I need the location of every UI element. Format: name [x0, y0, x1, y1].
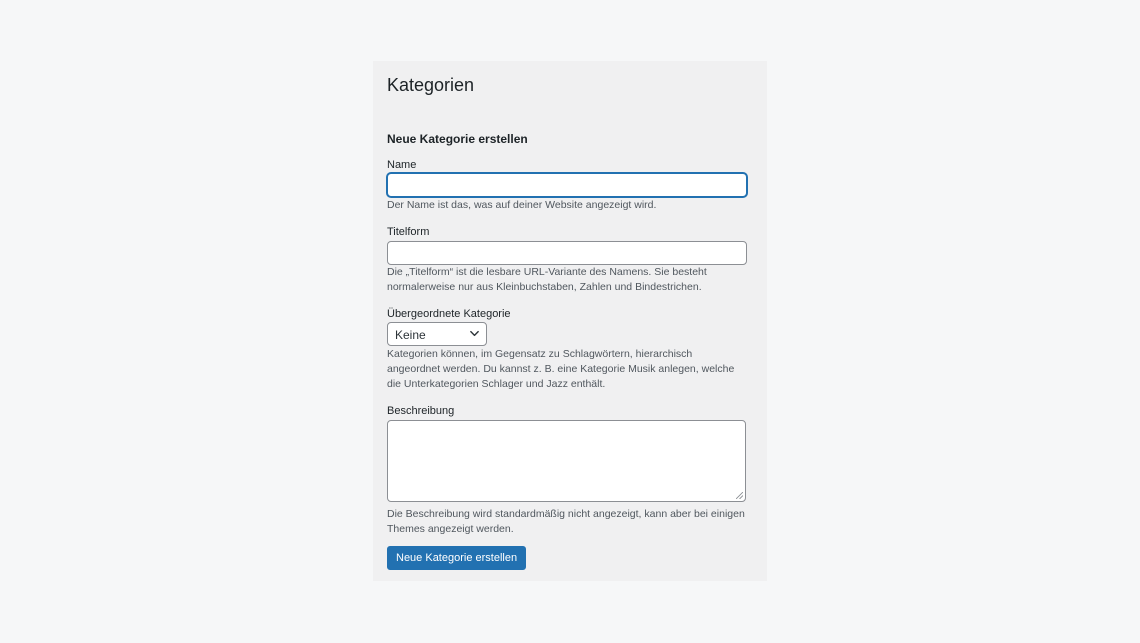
name-input[interactable] [387, 173, 747, 197]
parent-category-selected-value: Keine [395, 328, 426, 342]
resize-handle-icon[interactable] [736, 492, 743, 499]
chevron-down-icon [469, 328, 480, 339]
name-help-text: Der Name ist das, was auf deiner Website angezeigt wird. [387, 199, 657, 211]
description-help-text: Die Beschreibung wird standardmäßig nicht angezeigt, kann aber bei einigen Themes angezeigt werden. [387, 508, 745, 535]
slug-label: Titelform [387, 226, 430, 238]
section-title: Neue Kategorie erstellen [387, 132, 528, 146]
parent-category-help-text: Kategorien können, im Gegensatz zu Schlagwörtern, hierarchisch angeordnet werden. Du kannst z. B. eine Kategorie Musik anlegen, welche die Unterkategorien Schlager und Jazz enthält. [387, 348, 735, 390]
add-category-panel [373, 61, 767, 581]
parent-category-label: Übergeordnete Kategorie [387, 308, 511, 320]
page-title: Kategorien [387, 75, 475, 95]
slug-input[interactable] [387, 241, 747, 265]
description-label: Beschreibung [387, 405, 455, 417]
add-category-button[interactable]: Neue Kategorie erstellen [387, 546, 526, 570]
description-textarea[interactable] [387, 420, 746, 502]
slug-help-text: Die „Titelform“ ist die lesbare URL-Variante des Namens. Sie besteht normalerweise nur aus Kleinbuchstaben, Zahlen und Bindestrichen. [387, 266, 707, 293]
name-label: Name [387, 159, 417, 171]
parent-category-select[interactable] [387, 322, 487, 346]
